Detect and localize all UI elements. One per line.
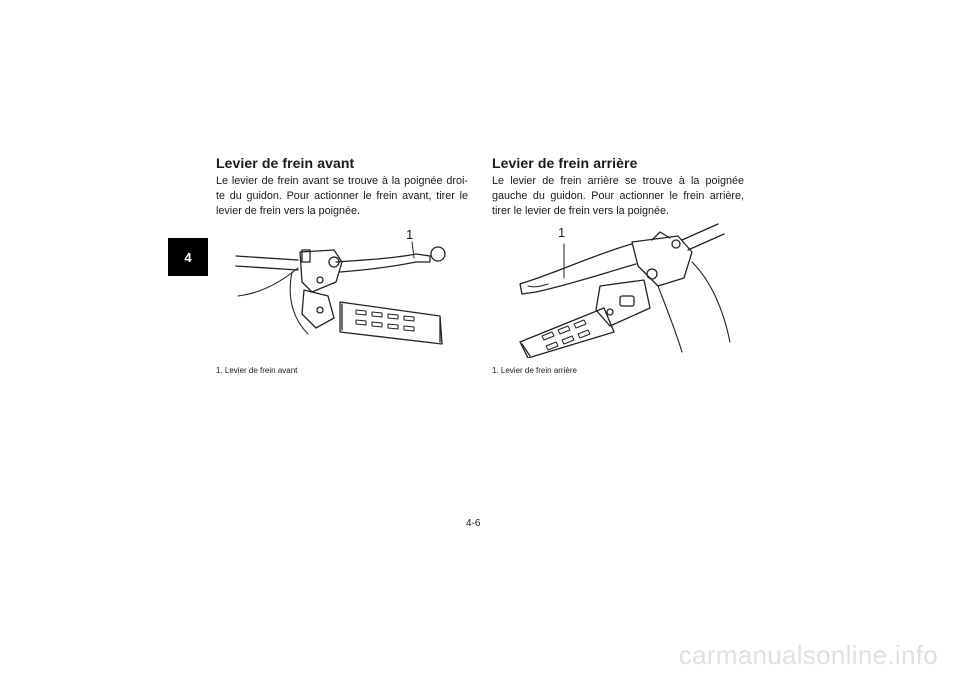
rear-brake-text: Le levier de frein arrière se trouve à la poignée gauche du guidon. Pour actionner le frein arrière, tirer le levier de frein vers la poignée. <box>492 175 744 217</box>
chapter-tab-number: 4 <box>184 249 192 265</box>
front-brake-title: Levier de frein avant <box>216 155 355 171</box>
front-brake-section <box>216 154 468 219</box>
chapter-tab <box>168 238 208 276</box>
front-brake-lever-illustration <box>216 222 468 358</box>
front-brake-caption: 1. Levier de frein avant <box>216 366 298 375</box>
front-brake-drawing <box>216 222 468 358</box>
page-number: 4-6 <box>466 518 481 529</box>
rear-brake-section <box>492 154 744 219</box>
rear-brake-title: Levier de frein arrière <box>492 155 638 171</box>
front-brake-callout: 1 <box>406 227 414 242</box>
rear-brake-caption: 1. Levier de frein arrière <box>492 366 577 375</box>
front-brake-text: Le levier de frein avant se trouve à la poignée droi-te du guidon. Pour actionner le frein avant, tirer le levier de frein vers la poignée. <box>216 175 468 217</box>
watermark: carmanualsonline.info <box>678 640 938 670</box>
rear-brake-lever-illustration <box>492 222 744 358</box>
rear-brake-drawing <box>492 222 744 358</box>
rear-brake-callout: 1 <box>558 225 566 240</box>
